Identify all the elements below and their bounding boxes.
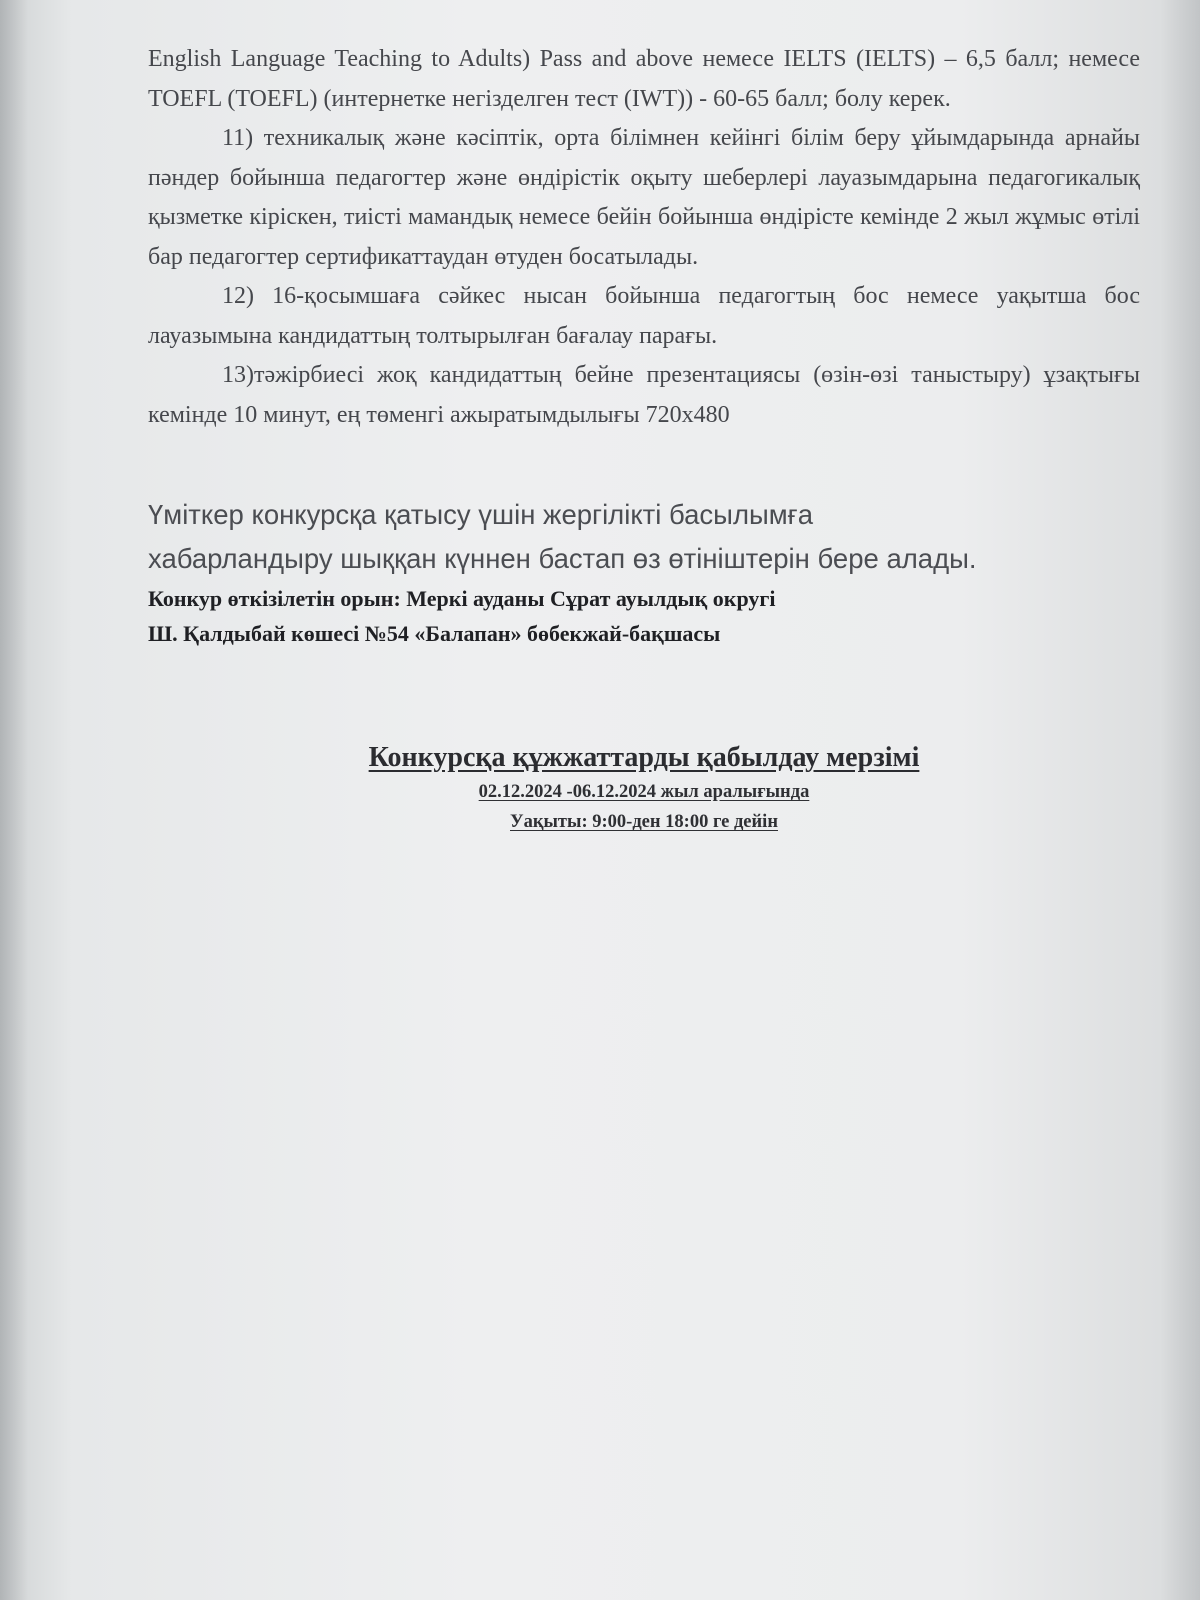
item-12-paragraph: 12) 16-қосымшаға сәйкес нысан бойынша педагогтың бос немесе уақытша бос лауазымына кандидаттың толтырылған бағалау парағы. [148, 283, 1140, 349]
deadline-dates: 02.12.2024 -06.12.2024 жыл аралығында [478, 782, 810, 802]
venue-line-1: Конкур өткізілетін орын: Меркі ауданы Сұрат ауылдық округі [148, 586, 776, 611]
item-11-paragraph: 11) техникалық және кәсіптік, орта білімнен кейінгі білім беру ұйымдарында арнайы пәндер бойынша педагогтер және өндірістік оқыту шеберлері лауазымдарына педагогикалық қызметке кіріскен, тиісті мамандық немесе бейін бойынша өндірісте кемінде 2 жыл жұмыс өтілі бар педагогтер сертификаттаудан өтуден босатылады. [148, 125, 1140, 270]
deadline-title: Конкурсқа құжжаттарды қабылдау мерзімі [368, 742, 920, 773]
spacer [148, 435, 1140, 493]
continuation-paragraph: English Language Teaching to Adults) Pass and above немесе IELTS (IELTS) – 6,5 балл; немесе TOEFL (TOEFL) (интернетке негізделген тест (IWT)) - 60-65 балл; болу керек. [148, 46, 1140, 112]
deadline-time: Уақыты: 9:00-ден 18:00 ге дейін [510, 812, 778, 832]
deadline-section [148, 739, 1140, 837]
item-13-paragraph: 13)тәжірбиесі жоқ кандидаттың бейне презентациясы (өзін-өзі таныстыру) ұзақтығы кемінде 10 минут, ең төменгі ажыратымдылығы 720x480 [148, 362, 1140, 428]
document-page [148, 40, 1140, 837]
notice-line-1: Үміткер конкурсқа қатысу үшін жергілікті басылымға [148, 499, 813, 530]
page-edge-shadow-left [0, 0, 28, 1600]
page-edge-shadow-right [1160, 0, 1200, 1600]
venue-line-2: Ш. Қалдыбай көшесі №54 «Балапан» бөбекжай-бақшасы [148, 621, 721, 646]
notice-line-2: хабарландыру шыққан күннен бастап өз өтініштерін бере алады. [148, 543, 977, 574]
